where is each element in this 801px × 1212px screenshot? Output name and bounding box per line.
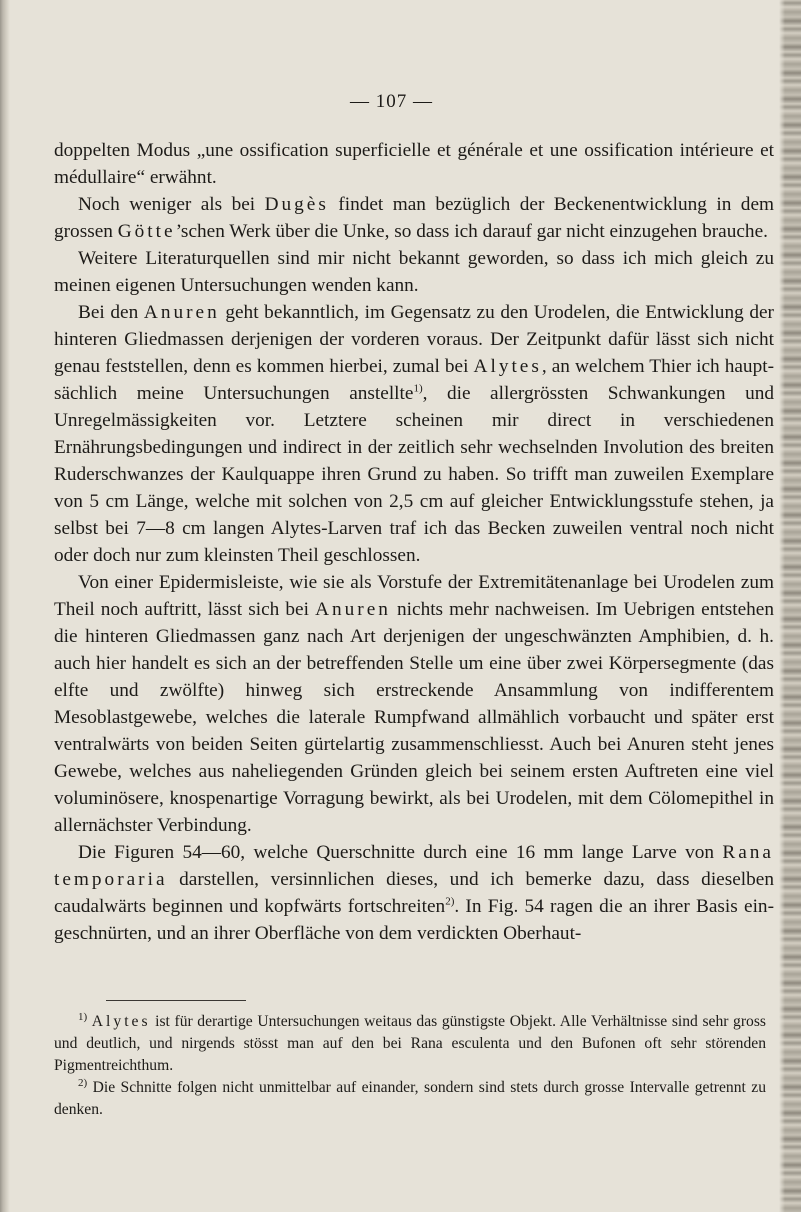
footnote-ref[interactable]: 1) — [413, 382, 423, 395]
footnotes — [54, 1011, 766, 1121]
footnote-divider — [106, 1000, 246, 1001]
footnote — [54, 1077, 766, 1121]
text-run: doppelten Modus „une ossification superficielle et générale et une ossification intérieure et médullaire“ erwähnt. — [54, 140, 774, 188]
body-text — [54, 137, 774, 947]
taxon-name: Alytes — [91, 1013, 151, 1030]
text-run: Von einer Epidermisleiste, wie sie als Vorstufe der Extremitätenanlage bei Urodelen zum Theil noch auftritt, lässt sich bei — [54, 572, 774, 620]
text-run: ist für derartige Untersuchungen weitaus das günstigste Objekt. Alle Verhältnisse sind sehr gross und deutlich, und nirgends stösst man auf den bei Rana esculenta und den Bufonen oft sehr störenden Pigmentreichthum. — [54, 1013, 766, 1074]
text-run: Die Schnitte folgen nicht unmittelbar auf einander, sondern sind stets durch grosse Intervalle getrennt zu denken. — [54, 1079, 766, 1118]
page-number: — 107 — — [350, 91, 433, 112]
text-run: Die Figuren 54—60, welche Querschnitte durch eine 16 mm lange Larve von — [78, 842, 723, 863]
page-right-edge-binding — [779, 0, 801, 1212]
text-run: findet man bezüglich der Beckenentwicklung in dem grossen — [54, 194, 774, 242]
text-run: , an welchem Thier ich hauptsächlich meine Untersuchungen anstellte — [54, 356, 774, 404]
page-left-edge-shadow — [0, 0, 10, 1212]
text-run: Bei den — [78, 302, 144, 323]
paragraph — [54, 137, 774, 191]
footnote — [54, 1011, 766, 1077]
text-run: . In Fig. 54 ragen die an ihrer Basis eingeschnürten, und an ihrer Oberfläche von dem verdickten Oberhaut- — [54, 896, 774, 944]
text-run: ’schen Werk über die Unke, so dass ich darauf gar nicht einzugehen brauche. — [175, 221, 768, 242]
text-run: nichts mehr nachweisen. Im Uebrigen entstehen die hinteren Gliedmassen ganz nach Art derjenigen der ungeschwänzten Amphibien, d. h. auch hier handelt es sich an der betreffenden Stelle um eine über zwei Körpersegmente (das elfte und zwölfte) hinweg sich erstreckende Ansammlung von indifferentem Mesoblastgewebe, welches die laterale Rumpfwand allmählich vorbaucht und später erst ventralwärts von beiden Seiten gürtelartig zusammenschliesst. Auch bei Anuren steht jenes Gewebe, welches aus naheliegenden Gründen gleich bei seinem ersten Auftreten eine viel voluminösere, knospenartige Vorragung bewirkt, als bei Urodelen, mit dem Cölomepithel in allernächster Verbindung. — [54, 599, 774, 836]
paragraph — [54, 245, 774, 299]
paragraph — [54, 191, 774, 245]
text-run: , die allergrössten Schwankungen und Unregelmässigkeiten vor. Letztere scheinen mir direct in verschiedenen Ernährungsbedingungen und indirect in der zeitlich sehr wechselnden Involution des breiten Ruderschwanzes der Kaulquappe ihren Grund zu haben. So trifft man zuweilen Exemplare von 5 cm Länge, welche mit solchen von 2,5 cm auf gleicher Entwicklungsstufe stehen, ja selbst bei 7—8 cm langen Alytes-Larven traf ich das Becken zuweilen ventral noch nicht oder doch nur zum kleinsten Theil geschlossen. — [54, 383, 774, 566]
paragraph — [54, 299, 774, 569]
paragraph — [54, 569, 774, 839]
footnote-marker: 1) — [78, 1010, 88, 1023]
author-name: Götte — [117, 221, 176, 242]
text-run: Weitere Literaturquellen sind mir nicht bekannt geworden, so dass ich mich gleich zu meinen eigenen Untersuchungen wenden kann. — [54, 248, 774, 296]
author-name: Dugès — [264, 194, 329, 215]
taxon-name: Rana temporaria — [54, 842, 774, 890]
taxon-name: Alytes — [473, 356, 542, 377]
footnote-ref[interactable]: 2) — [445, 895, 455, 908]
taxon-name: Anuren — [143, 302, 220, 323]
paragraph — [54, 839, 774, 947]
taxon-name: Anuren — [315, 599, 391, 620]
text-run: Noch weniger als bei — [78, 194, 265, 215]
text-run: geht bekanntlich, im Gegensatz zu den Urodelen, die Entwicklung der hinteren Gliedmassen derjenigen der vorderen voraus. Der Zeitpunkt dafür lässt sich nicht genau feststellen, denn es kommen hierbei, zumal bei — [54, 302, 774, 377]
text-run: darstellen, versinnlichen dieses, und ich bemerke dazu, dass dieselben caudalwärts beginnen und kopfwärts fortschreiten — [54, 869, 774, 917]
footnote-marker: 2) — [78, 1076, 88, 1089]
